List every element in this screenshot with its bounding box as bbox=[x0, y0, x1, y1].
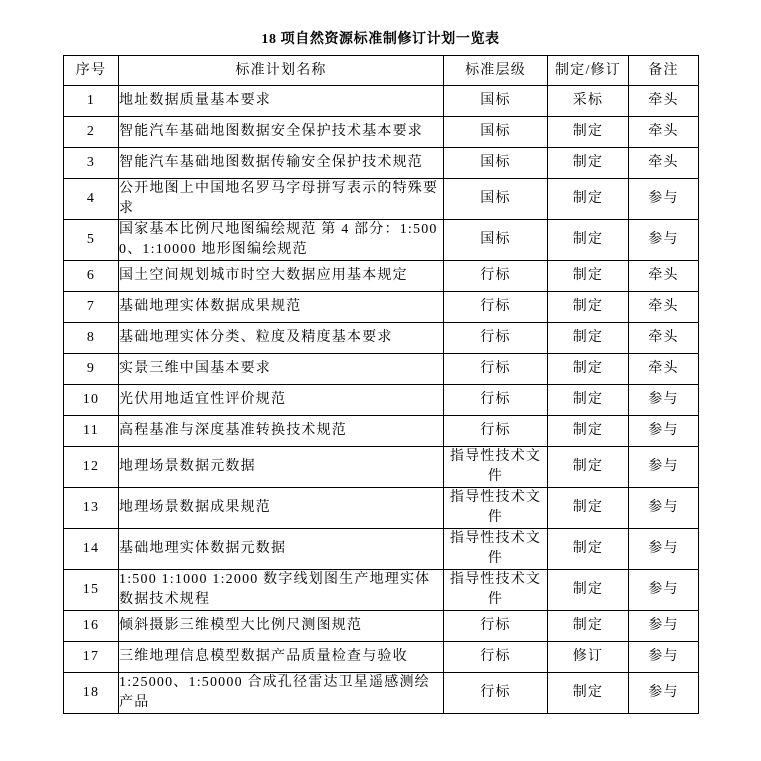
row-index-cell: 1 bbox=[64, 86, 119, 117]
row-index-cell: 13 bbox=[64, 488, 119, 529]
standard-level-cell: 指导性技术文件 bbox=[444, 570, 548, 611]
remark-cell: 参与 bbox=[629, 447, 699, 488]
standard-name-cell: 智能汽车基础地图数据传输安全保护技术规范 bbox=[119, 148, 444, 179]
standard-name-cell: 基础地理实体数据成果规范 bbox=[119, 292, 444, 323]
header-standard-level: 标准层级 bbox=[444, 56, 548, 86]
table-row bbox=[64, 447, 699, 488]
table-row bbox=[64, 148, 699, 179]
remark-cell: 牵头 bbox=[629, 117, 699, 148]
standard-name-cell: 1:500 1:1000 1:2000 数字线划图生产地理实体数据技术规程 bbox=[119, 570, 444, 611]
revision-type-cell: 制定 bbox=[548, 323, 629, 354]
table-header bbox=[64, 56, 699, 86]
standard-name-cell: 国土空间规划城市时空大数据应用基本规定 bbox=[119, 261, 444, 292]
standard-level-cell: 行标 bbox=[444, 642, 548, 673]
standard-level-cell: 行标 bbox=[444, 673, 548, 714]
standard-level-cell: 国标 bbox=[444, 117, 548, 148]
standard-name-cell: 地理场景数据成果规范 bbox=[119, 488, 444, 529]
remark-cell: 参与 bbox=[629, 529, 699, 570]
remark-cell: 牵头 bbox=[629, 86, 699, 117]
row-index-cell: 16 bbox=[64, 611, 119, 642]
row-index-cell: 8 bbox=[64, 323, 119, 354]
row-index-cell: 12 bbox=[64, 447, 119, 488]
standard-name-cell: 智能汽车基础地图数据安全保护技术基本要求 bbox=[119, 117, 444, 148]
standard-name-cell: 基础地理实体数据元数据 bbox=[119, 529, 444, 570]
revision-type-cell: 制定 bbox=[548, 529, 629, 570]
standard-name-cell: 地址数据质量基本要求 bbox=[119, 86, 444, 117]
table-row bbox=[64, 117, 699, 148]
revision-type-cell: 制定 bbox=[548, 611, 629, 642]
table-row bbox=[64, 385, 699, 416]
header-row bbox=[64, 56, 699, 86]
row-index-cell: 10 bbox=[64, 385, 119, 416]
table-row bbox=[64, 354, 699, 385]
revision-type-cell: 制定 bbox=[548, 179, 629, 220]
remark-cell: 参与 bbox=[629, 385, 699, 416]
standard-level-cell: 指导性技术文件 bbox=[444, 529, 548, 570]
remark-cell: 参与 bbox=[629, 642, 699, 673]
remark-cell: 牵头 bbox=[629, 323, 699, 354]
remark-cell: 牵头 bbox=[629, 292, 699, 323]
revision-type-cell: 制定 bbox=[548, 220, 629, 261]
revision-type-cell: 制定 bbox=[548, 447, 629, 488]
table-row bbox=[64, 416, 699, 447]
row-index-cell: 11 bbox=[64, 416, 119, 447]
standard-name-cell: 高程基准与深度基准转换技术规范 bbox=[119, 416, 444, 447]
standard-level-cell: 行标 bbox=[444, 385, 548, 416]
standard-name-cell: 基础地理实体分类、粒度及精度基本要求 bbox=[119, 323, 444, 354]
row-index-cell: 2 bbox=[64, 117, 119, 148]
revision-type-cell: 修订 bbox=[548, 642, 629, 673]
remark-cell: 参与 bbox=[629, 220, 699, 261]
standard-name-cell: 公开地图上中国地名罗马字母拼写表示的特殊要求 bbox=[119, 179, 444, 220]
revision-type-cell: 制定 bbox=[548, 261, 629, 292]
table-row bbox=[64, 673, 699, 714]
standard-level-cell: 行标 bbox=[444, 292, 548, 323]
revision-type-cell: 制定 bbox=[548, 354, 629, 385]
standard-level-cell: 国标 bbox=[444, 148, 548, 179]
row-index-cell: 17 bbox=[64, 642, 119, 673]
standard-level-cell: 行标 bbox=[444, 611, 548, 642]
document-title: 18 项自然资源标准制修订计划一览表 bbox=[261, 32, 500, 47]
standard-level-cell: 指导性技术文件 bbox=[444, 488, 548, 529]
standard-name-cell: 国家基本比例尺地图编绘规范 第 4 部分：1:5000、1:10000 地形图编绘规范 bbox=[119, 220, 444, 261]
table-row bbox=[64, 570, 699, 611]
standard-level-cell: 行标 bbox=[444, 323, 548, 354]
row-index-cell: 5 bbox=[64, 220, 119, 261]
standards-table-body bbox=[64, 86, 699, 714]
header-index: 序号 bbox=[64, 56, 119, 86]
remark-cell: 参与 bbox=[629, 179, 699, 220]
table-row bbox=[64, 292, 699, 323]
table-row bbox=[64, 323, 699, 354]
revision-type-cell: 制定 bbox=[548, 570, 629, 611]
standard-level-cell: 指导性技术文件 bbox=[444, 447, 548, 488]
standard-level-cell: 国标 bbox=[444, 86, 548, 117]
remark-cell: 参与 bbox=[629, 673, 699, 714]
remark-cell: 牵头 bbox=[629, 261, 699, 292]
standard-level-cell: 行标 bbox=[444, 354, 548, 385]
revision-type-cell: 制定 bbox=[548, 673, 629, 714]
table-row bbox=[64, 529, 699, 570]
header-standard-name: 标准计划名称 bbox=[119, 56, 444, 86]
standard-name-cell: 地理场景数据元数据 bbox=[119, 447, 444, 488]
remark-cell: 参与 bbox=[629, 611, 699, 642]
row-index-cell: 15 bbox=[64, 570, 119, 611]
revision-type-cell: 采标 bbox=[548, 86, 629, 117]
standard-name-cell: 三维地理信息模型数据产品质量检查与验收 bbox=[119, 642, 444, 673]
standard-name-cell: 1:25000、1:50000 合成孔径雷达卫星遥感测绘产品 bbox=[119, 673, 444, 714]
row-index-cell: 6 bbox=[64, 261, 119, 292]
row-index-cell: 18 bbox=[64, 673, 119, 714]
remark-cell: 牵头 bbox=[629, 354, 699, 385]
table-row bbox=[64, 86, 699, 117]
remark-cell: 参与 bbox=[629, 416, 699, 447]
remark-cell: 牵头 bbox=[629, 148, 699, 179]
row-index-cell: 14 bbox=[64, 529, 119, 570]
table-row bbox=[64, 220, 699, 261]
standard-level-cell: 行标 bbox=[444, 416, 548, 447]
standard-level-cell: 行标 bbox=[444, 261, 548, 292]
revision-type-cell: 制定 bbox=[548, 385, 629, 416]
row-index-cell: 3 bbox=[64, 148, 119, 179]
header-remark: 备注 bbox=[629, 56, 699, 86]
row-index-cell: 4 bbox=[64, 179, 119, 220]
standard-level-cell: 国标 bbox=[444, 179, 548, 220]
row-index-cell: 9 bbox=[64, 354, 119, 385]
table-row bbox=[64, 642, 699, 673]
table-row bbox=[64, 611, 699, 642]
remark-cell: 参与 bbox=[629, 488, 699, 529]
revision-type-cell: 制定 bbox=[548, 292, 629, 323]
table-row bbox=[64, 179, 699, 220]
standard-name-cell: 光伏用地适宜性评价规范 bbox=[119, 385, 444, 416]
row-index-cell: 7 bbox=[64, 292, 119, 323]
standards-plan-table bbox=[63, 55, 699, 714]
revision-type-cell: 制定 bbox=[548, 117, 629, 148]
header-revision-type: 制定/修订 bbox=[548, 56, 629, 86]
revision-type-cell: 制定 bbox=[548, 416, 629, 447]
revision-type-cell: 制定 bbox=[548, 148, 629, 179]
standard-level-cell: 国标 bbox=[444, 220, 548, 261]
remark-cell: 参与 bbox=[629, 570, 699, 611]
standard-name-cell: 倾斜摄影三维模型大比例尺测图规范 bbox=[119, 611, 444, 642]
revision-type-cell: 制定 bbox=[548, 488, 629, 529]
table-row bbox=[64, 261, 699, 292]
standard-name-cell: 实景三维中国基本要求 bbox=[119, 354, 444, 385]
table-row bbox=[64, 488, 699, 529]
